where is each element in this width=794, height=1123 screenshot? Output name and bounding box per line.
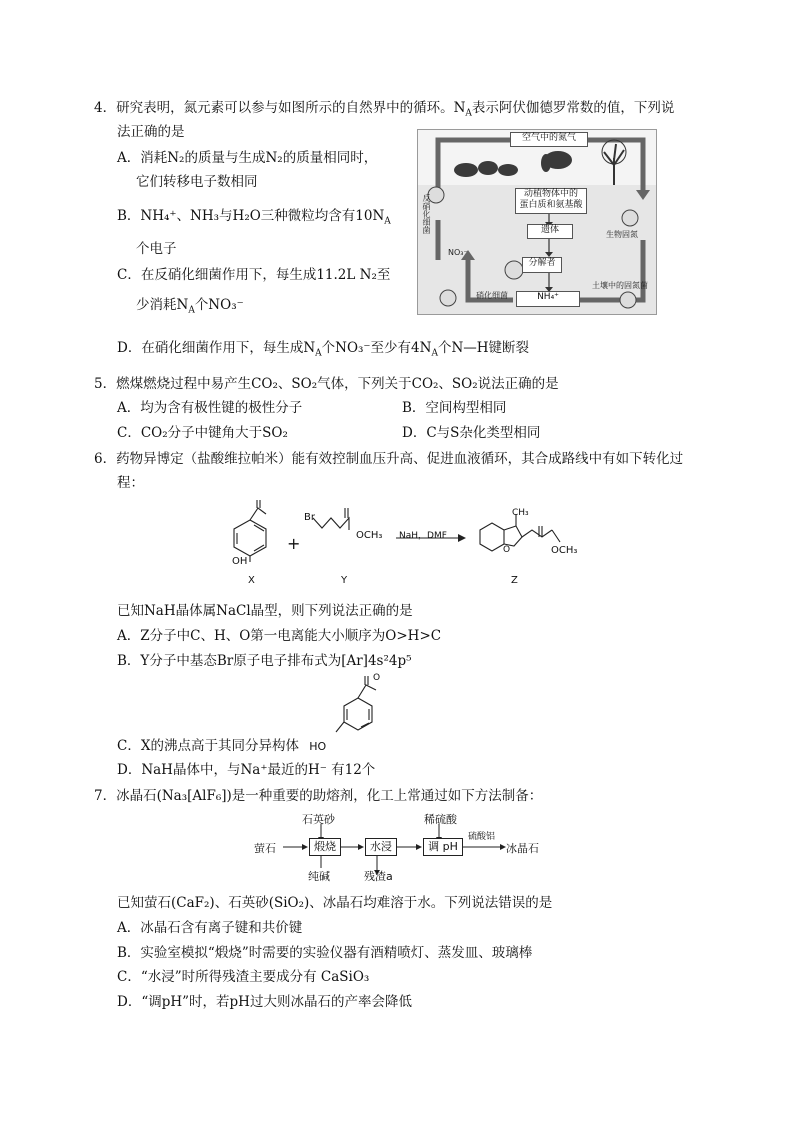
q4-option-b-line2: 个电子 xyxy=(136,241,177,257)
q7-option-b: B．实验室模拟“煅烧”时需要的实验仪器有酒精喷灯、蒸发皿、玻璃棒 xyxy=(117,945,533,961)
q7-stem: 7．冰晶石(Na₃[AlF₆])是一种重要的助熔剂，化工上常通过如下方法制备： xyxy=(94,788,543,804)
flow-leach-box: 水浸 xyxy=(365,838,397,856)
q6-note: 已知NaH晶体属NaCl晶型，则下列说法正确的是 xyxy=(117,603,413,619)
y-chain xyxy=(313,518,349,530)
z-och3-label: OCH₃ xyxy=(551,545,578,556)
isomer-o-label: O xyxy=(373,673,381,683)
q6-stem-line1: 6．药物异博定（盐酸维拉帕米）能有效控制血压升高、促进血液循环，其合成路线中有如下转化过 xyxy=(94,451,684,467)
protein-box: 动植物体中的 蛋白质和氨基酸 xyxy=(515,188,587,214)
biological-fixation-label: 生物固氮 xyxy=(606,230,638,239)
flow-residue: 残渣a xyxy=(364,870,393,883)
q5-option-c: C．CO₂分子中键角大于SO₂ xyxy=(117,425,288,441)
flow-ph-box: 调 pH xyxy=(423,838,463,856)
q4-option-c-line2: 少消耗$N_A$个NO₃⁻ xyxy=(136,297,244,316)
nitrate-label: NO₃⁻ xyxy=(448,248,468,257)
denitrifying-bacteria-label: 反硝化细菌 xyxy=(422,194,431,234)
z-benzene-ring xyxy=(480,523,504,551)
flow-quartz: 石英砂 xyxy=(302,813,335,826)
q6-stem-line2: 程： xyxy=(117,475,144,491)
q4-option-a-line1: A．消耗N₂的质量与生成N₂的质量相同时， xyxy=(117,150,378,166)
x-oh-label: OH xyxy=(232,556,248,567)
flow-calcine-box: 煅烧 xyxy=(309,838,341,856)
flow-al-sulfate: 硫酸铝 xyxy=(468,832,496,842)
q6-isomer-structure xyxy=(330,672,390,748)
x-benzene-ring xyxy=(234,520,266,556)
q4-option-b-line1: B．NH₄⁺、NH₃与H₂O三种微粒均含有$10N_A$ xyxy=(117,208,391,227)
q4-stem-line1: 4．研究表明，氮元素可以参与如图所示的自然界中的循环。$N_A$表示阿伏伽德罗常数的值，下列说 xyxy=(94,100,675,119)
q4-option-d: D．在硝化细菌作用下，每生成$N_A$个NO₃⁻至少有$4N_A$个N—H键断裂 xyxy=(117,340,530,359)
nitrifying-bacteria-label: 硝化细菌 xyxy=(476,291,508,300)
q7-option-d: D．“调pH”时，若pH过大则冰晶石的产率会降低 xyxy=(117,994,412,1010)
q4-option-c-line1: C．在反硝化细菌作用下，每生成11.2L N₂至 xyxy=(117,267,391,283)
decomposer-box: 分解者 xyxy=(522,257,562,273)
isomer-ho-label: HO xyxy=(309,740,327,753)
q6-option-c: C．X的沸点高于其同分异构体 HO xyxy=(117,738,327,754)
air-nitrogen-box: 空气中的氮气 xyxy=(510,132,588,147)
x-acetyl xyxy=(250,508,266,520)
ammonium-box: NH₄⁺ xyxy=(516,291,580,307)
q5-stem: 5．燃煤燃烧过程中易产生CO₂、SO₂气体，下列关于CO₂、SO₂说法正确的是 xyxy=(94,376,559,392)
q6-option-b: B．Y分子中基态Br原子电子排布式为[Ar]4s²4p⁵ xyxy=(117,653,412,669)
q4-option-a-line2: 它们转移电子数相同 xyxy=(136,174,258,190)
label-x: X xyxy=(248,575,255,586)
q5-option-a: A．均为含有极性键的极性分子 xyxy=(117,400,303,416)
z-o-label: O xyxy=(503,545,511,555)
q7-note: 已知萤石(CaF₂)、石英砂(SiO₂)、冰晶石均难溶于水。下列说法错误的是 xyxy=(117,895,553,911)
q7-option-c: C．“水浸”时所得残渣主要成分有 CaSiO₃ xyxy=(117,969,370,985)
remains-box: 遗体 xyxy=(527,224,573,239)
q6-option-a: A．Z分子中C、H、O第一电离能大小顺序为O>H>C xyxy=(117,628,442,644)
label-z: Z xyxy=(511,575,518,586)
y-br-label: Br xyxy=(304,512,315,523)
q7-option-a: A．冰晶石含有离子键和共价键 xyxy=(117,920,303,936)
label-y: Y xyxy=(341,575,348,586)
flow-cryolite: 冰晶石 xyxy=(506,842,539,855)
flow-acid: 稀硫酸 xyxy=(424,813,457,826)
reagent-label: NaH，DMF xyxy=(399,531,447,541)
z-ch3-label: CH₃ xyxy=(512,508,529,518)
y-och3-label: OCH₃ xyxy=(356,530,383,541)
q5-option-d: D．C与S杂化类型相同 xyxy=(402,425,541,441)
soil-fixing-bacteria-label: 土壤中的固氮菌 xyxy=(592,281,648,290)
nitrogen-cycle-diagram xyxy=(417,129,657,315)
q6-option-d: D．NaH晶体中，与Na⁺最近的H⁻ 有12个 xyxy=(117,762,376,778)
flow-soda: 纯碱 xyxy=(308,870,330,883)
q5-option-b: B．空间构型相同 xyxy=(402,400,507,416)
flow-fluorite: 萤石 xyxy=(254,842,276,855)
q4-stem-line2: 法正确的是 xyxy=(117,124,185,140)
plus-sign: + xyxy=(287,534,301,553)
